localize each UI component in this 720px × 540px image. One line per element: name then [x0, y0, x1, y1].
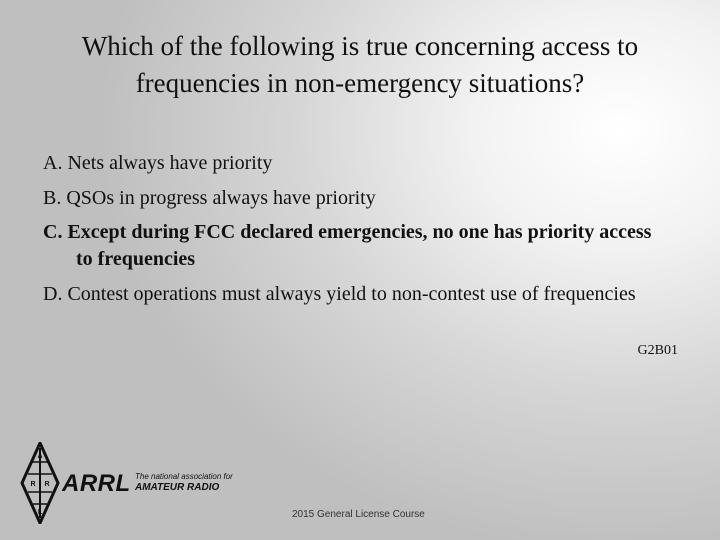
question-id: G2B01 — [637, 343, 678, 358]
diamond-emblem-icon — [20, 442, 60, 524]
logo-tagline-2: AMATEUR RADIO — [135, 482, 220, 493]
logo-tagline-1: The national association for — [135, 472, 233, 481]
diamond-letter-1: A — [37, 453, 43, 460]
logo-brand-text: ARRL — [62, 470, 131, 497]
diamond-letter-3: R — [44, 481, 50, 488]
answer-a: A. Nets always have priority — [43, 152, 273, 174]
diamond-letter-4: L — [37, 509, 43, 516]
footer-course-label: 2015 General License Course — [292, 509, 425, 520]
answer-c: C. Except during FCC declared emergencies, no one has priority access to frequencies — [43, 221, 652, 270]
answer-list — [43, 150, 663, 315]
answer-d: D. Contest operations must always yield to non-contest use of frequencies — [43, 282, 636, 305]
answer-b: B. QSOs in progress always have priority — [43, 186, 376, 209]
diamond-letter-2: R — [30, 481, 36, 488]
arrl-logo — [20, 442, 250, 524]
slide-title: Which of the following is true concerning access to frequencies in non-emergency situations? — [81, 31, 639, 98]
